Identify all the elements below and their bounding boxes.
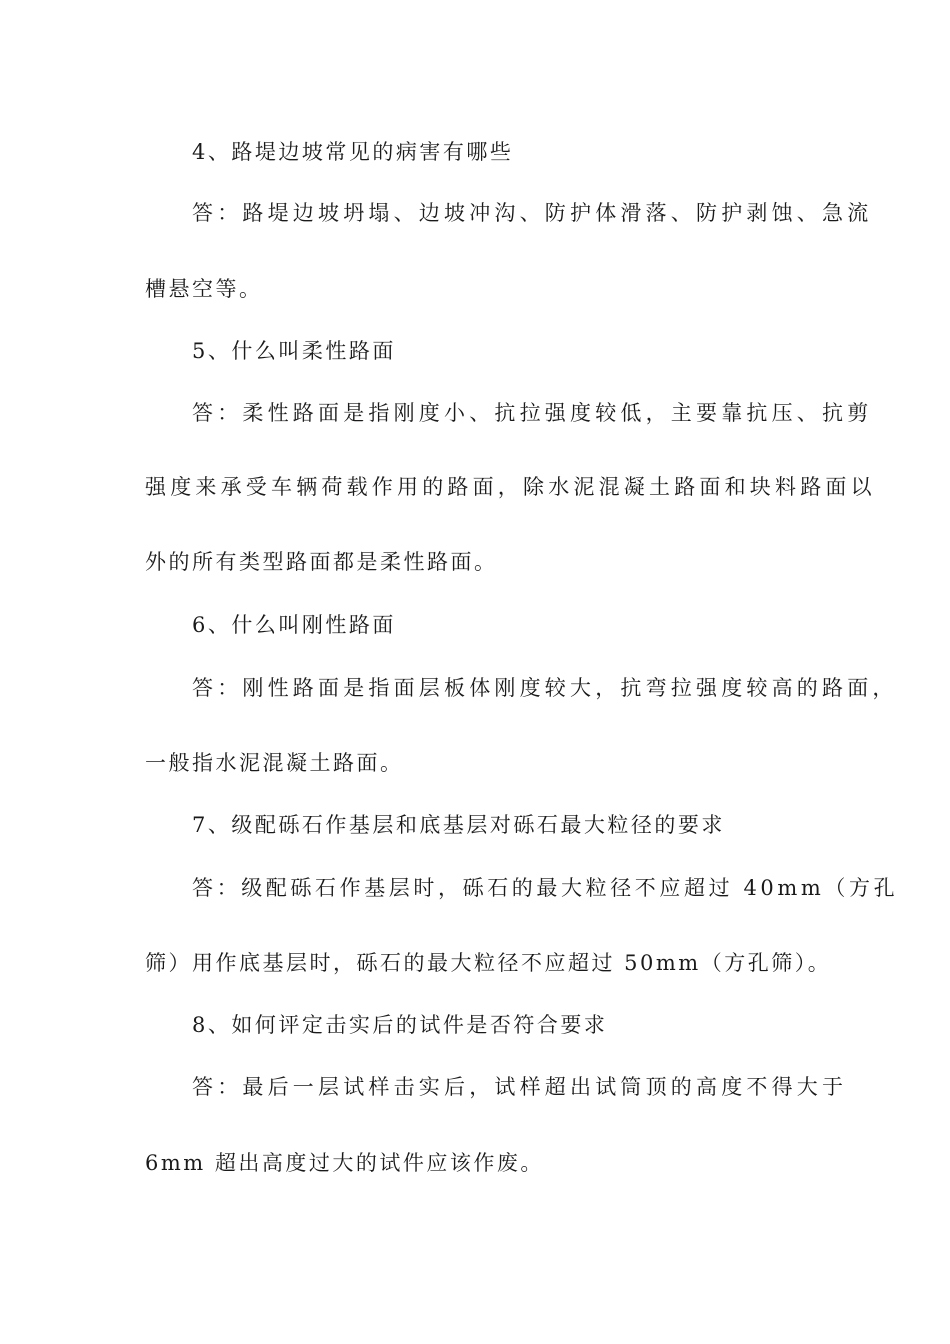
question-5: 5、什么叫柔性路面 (192, 339, 396, 363)
answer-4-line-1: 答：路堤边坡坍塌、边坡冲沟、防护体滑落、防护剥蚀、急流 (192, 201, 873, 225)
answer-6-line-2: 一般指水泥混凝土路面。 (145, 751, 404, 775)
question-7: 7、级配砾石作基层和底基层对砾石最大粒径的要求 (192, 813, 725, 837)
answer-8-line-1: 答：最后一层试样击实后，试样超出试筒顶的高度不得大于 (192, 1075, 848, 1099)
answer-4-line-2: 槽悬空等。 (145, 277, 263, 301)
answer-5-line-2: 强度来承受车辆荷载作用的路面，除水泥混凝土路面和块料路面以 (145, 475, 876, 499)
answer-5-line-1: 答：柔性路面是指刚度小、抗拉强度较低，主要靠抗压、抗剪 (192, 401, 873, 425)
answer-7-line-1: 答：级配砾石作基层时，砾石的最大粒径不应超过 40mm（方孔 (192, 876, 899, 900)
question-6: 6、什么叫刚性路面 (192, 613, 396, 637)
answer-8-line-2: 6mm 超出高度过大的试件应该作废。 (145, 1151, 544, 1175)
answer-5-line-3: 外的所有类型路面都是柔性路面。 (145, 550, 498, 574)
question-8: 8、如何评定击实后的试件是否符合要求 (192, 1013, 608, 1037)
question-4: 4、路堤边坡常见的病害有哪些 (192, 140, 514, 164)
answer-6-line-1: 答：刚性路面是指面层板体刚度较大，抗弯拉强度较高的路面， (192, 676, 898, 700)
answer-7-line-2: 筛）用作底基层时，砾石的最大粒径不应超过 50mm（方孔筛）。 (145, 951, 832, 975)
